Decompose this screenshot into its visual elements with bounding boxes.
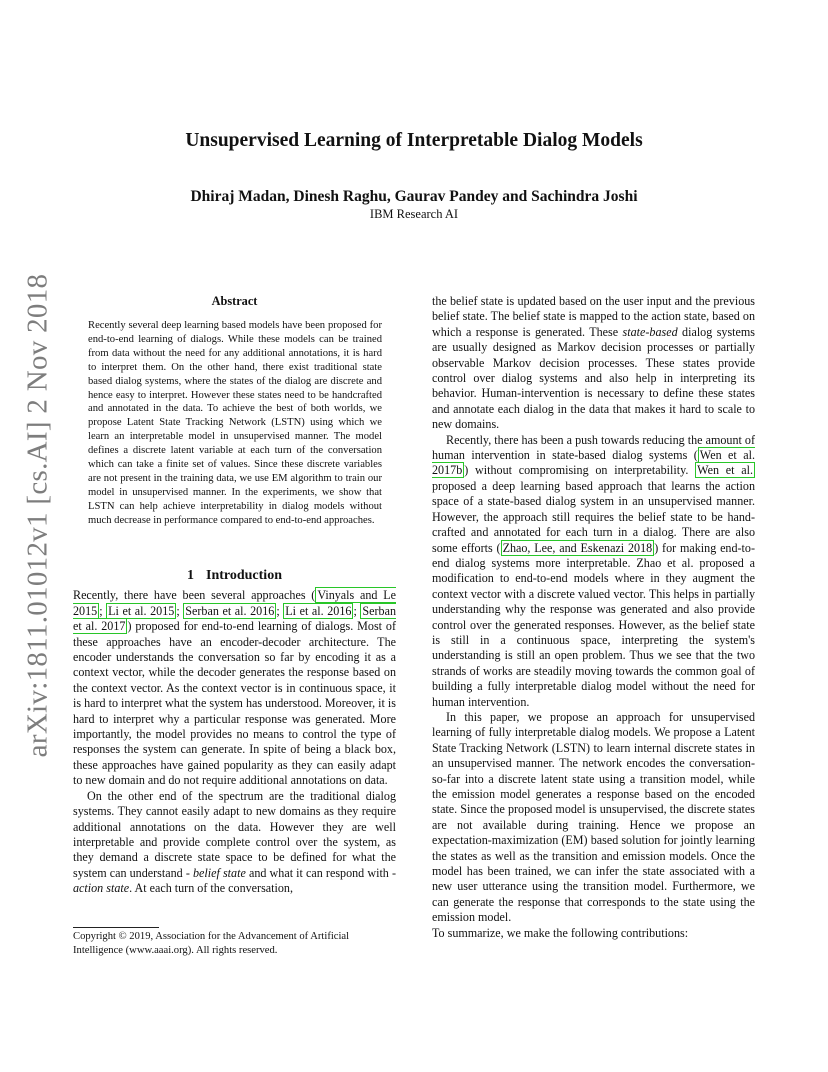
citation-link[interactable]: Wen et al. 2017b (432, 448, 755, 478)
paper-title: Unsupervised Learning of Interpretable Dialog Models (185, 130, 643, 151)
abstract-text: Recently several deep learning based models have been proposed for end-to-end learning of dialogs. While these models can be trained from data without the need for any additional annotations, it is hard to interpret them. On the other hand, there exist traditional state based dialog systems, where the states of the dialog are discrete and hence easy to interpret. However these states need to be handcrafted and annotated in the data. To achieve the best of both worlds, we propose Latent State Tracking Network (LSTN) using which we learn an interpretable model in unsupervised manner. The model defines a discrete latent variable at each turn of the conversation which can take a finite set of values. Since these discrete variables are not present in the training data, we use EM algorithm to train our model in unsupervised manner. In the experiments, we show that LSTN can help achieve interpretability in dialog models without much decrease in performance compared to end-to-end approaches. (88, 320, 382, 526)
section-title: Introduction (206, 568, 282, 583)
citation-link[interactable]: Li et al. 2016 (285, 603, 352, 618)
footnote-divider (73, 927, 159, 928)
author-list: Dhiraj Madan, Dinesh Raghu, Gaurav Pandey and Sachindra Joshi (190, 188, 638, 205)
term-action-state: action state (73, 881, 130, 896)
section-heading-introduction (73, 568, 396, 583)
intro-paragraph-2: On the other end of the spectrum are the traditional dialog systems. They cannot easily adapt to new domains as they require additional annotations on the data. However they are well interpretable and provide complete control over the system, as they demand a discrete state space to be defined for what the system can understand - belief state and what it can respond with - action state. At each turn of the conversation, (73, 788, 397, 896)
body-paragraph-1: the belief state is updated based on the user input and the previous belief state. The belief state is mapped to the action state, based on which a response is generated. These state-based dialog systems are usually designed as Markov decision processes or partially observable Markov decision processes. These states provide control over dialog systems and also help in interpreting its behavior. Human-intervention is necessary to define these states and annotate each dialog in the data that makes it hard to scale to new domains. (432, 294, 755, 432)
citation-link[interactable]: Wen et al. (697, 463, 753, 478)
arxiv-identifier (12, 273, 64, 757)
citation-link[interactable]: Serban et al. 2017 (73, 603, 396, 634)
term-belief-state: belief state (192, 865, 246, 880)
copyright-footnote: Copyright © 2019, Association for the Advancement of Artificial Intelligence (www.aaai.org). All rights reserved. (73, 931, 350, 956)
term-state-based: state-based (622, 324, 678, 339)
body-paragraph-2: Recently, there has been a push towards reducing the amount of human intervention in state-based dialog systems ( Wen et al. 2017b ) without compromising on interpretability. Wen et al. proposed a deep learning based approach that learns the action space of a state-based dialog system in an unsupervised manner. However, the approach still requires the belief state to be hand-crafted and annotated for each turn in a dialog. There are also some efforts ( Zhao, Lee, and Eskenazi 2018 ) for making end-to-end dialog systems more interpretable. Zhao et al. proposed a modification to end-to-end models where in they augment the context vector with a discrete valued vector. This helps in partially understanding why the response was generated and also provide control over the generated responses. However, as the belief state is still in a continuous space, interpreting the system's understanding is still an open problem. Thus we see that the two strands of works are steadily moving towards the common goal of building a fully interpretable dialog model without the need for human intervention. (432, 432, 755, 709)
body-paragraph-3: In this paper, we propose an approach for unsupervised learning of fully interpretable dialog models. We propose a Latent State Tracking Network (LSTN) to learn internal discrete states in an unsupervised manner. The network encodes the conversation-so-far into a discrete latent state using a transition model, while the emission model generates a response based on the encoded state. Since the proposed model is unsupervised, the discrete states are not available during training. Hence we propose an expectation-maximization (EM) based solution for jointly learning the states as well as the transition and emission models. Once the model has been trained, we can infer the state associated with a new user utterance using the transition model. Furthermore, we can generate the response that corresponds to the state using the emission model. (432, 709, 755, 925)
abstract-heading: Abstract (211, 294, 258, 308)
affiliation: IBM Research AI (369, 207, 459, 221)
citation-link[interactable]: Li et al. 2015 (108, 603, 175, 618)
citation-link[interactable]: Zhao, Lee, and Eskenazi 2018 (502, 540, 653, 555)
body-paragraph-4: To summarize, we make the following contributions: (432, 925, 689, 940)
section-number: 1 (187, 568, 194, 583)
citation-link[interactable]: Serban et al. 2016 (185, 603, 275, 618)
left-column (73, 568, 396, 897)
intro-paragraph-1: Recently, there have been several approaches ( Vinyals and Le 2015 ; Li et al. 2015 ; Serban et al. 2016 ; Li et al. 2016 ; Serban et al. 2017 ) proposed for end-to-end learning of dialogs. Most of these approaches have an encoder-decoder architecture. The encoder understands the conversation so far by encoding it as a context vector, while the decoder generates the response based on the context vector. As the context vector is in continuous space, it is hard to interpret what the system has understood. Moreover, it is hard to interpret why a particular response was generated. More importantly, the model provides no means to control the type of responses the system can generate. In spite of being a black box, these approaches have gained popularity as they can easily adapt to new domain and do not require additional annotations on data. (73, 588, 396, 788)
citation-link[interactable]: Vinyals and Le 2015 (73, 588, 396, 618)
right-column (432, 294, 755, 941)
arxiv-identifier-text: arXiv:1811.01012v1 [cs.AI] 2 Nov 2018 (21, 273, 54, 757)
